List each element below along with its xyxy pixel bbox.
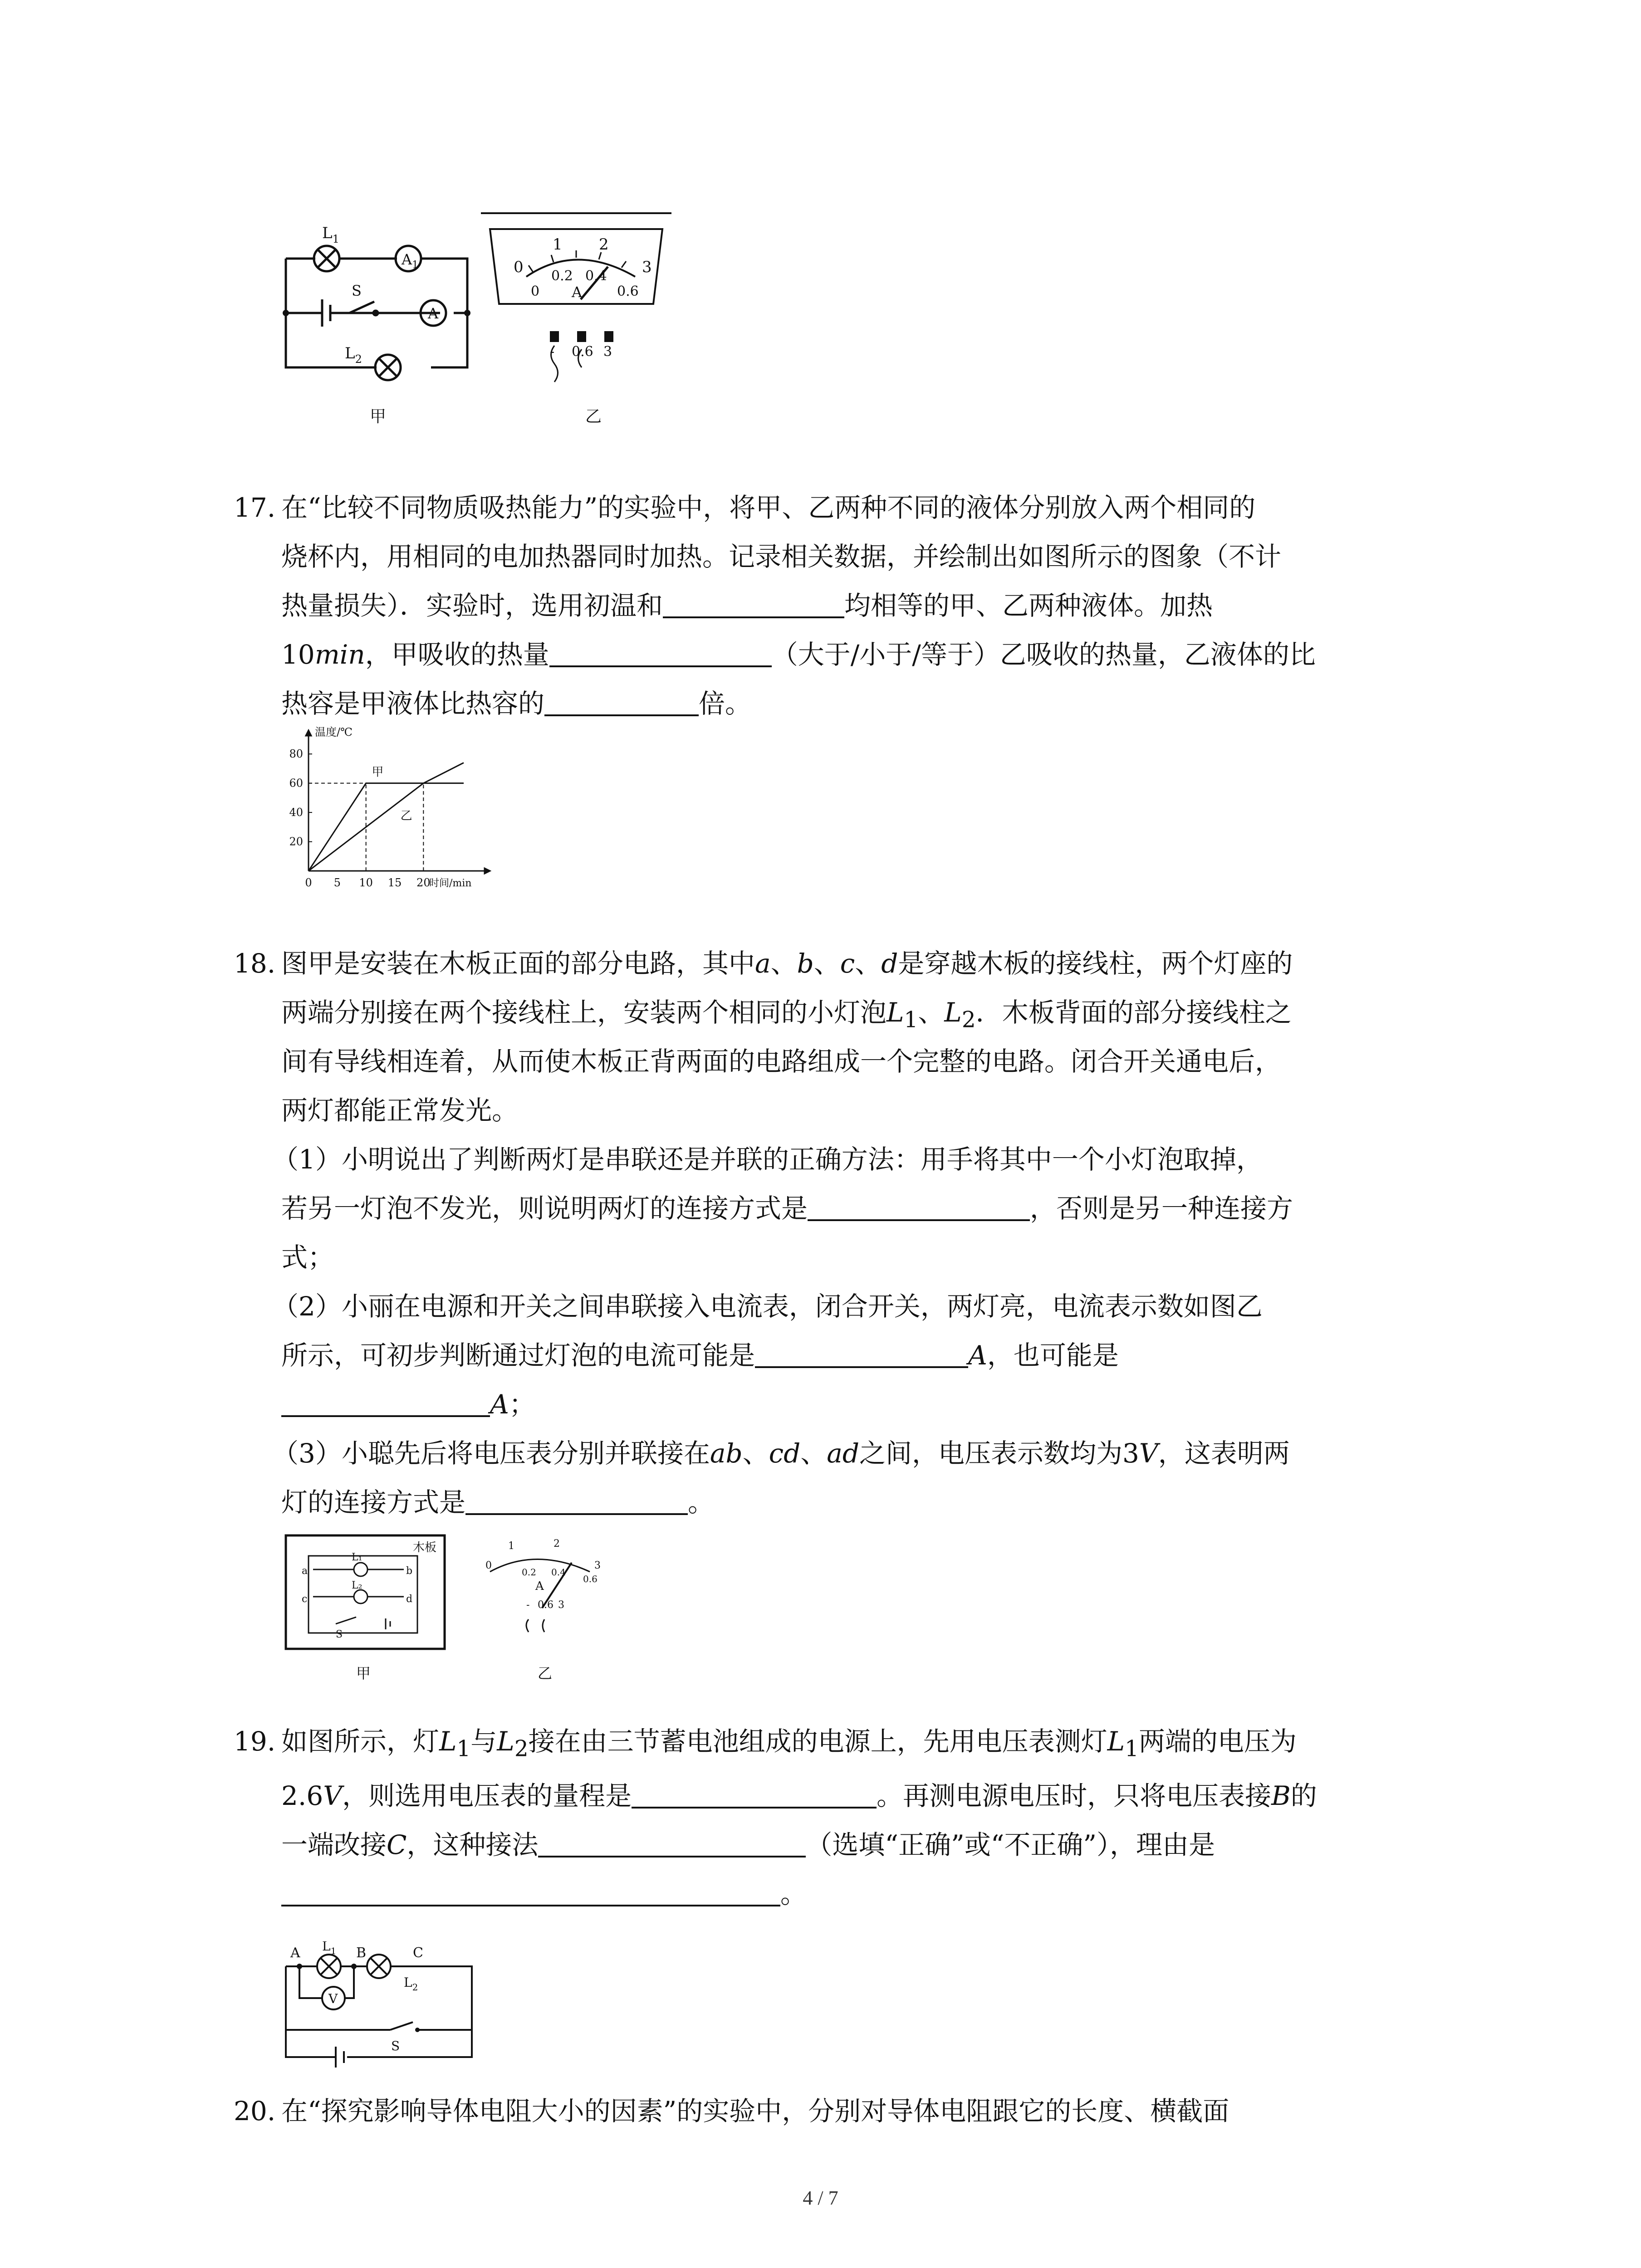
q17-line-5: 热容是甲液体比热容的 倍。: [281, 688, 752, 719]
caption-jia: 甲: [356, 1665, 371, 1682]
tick-1: 1: [508, 1540, 514, 1552]
meter-arc: [526, 260, 635, 277]
question-17: [236, 483, 1434, 733]
answer-blank[interactable]: [632, 1779, 877, 1809]
q18-sub-2: （2）小丽在电源和开关之间串联接入电流表，闭合开关，两灯亮，电流表示数如图乙: [272, 1291, 1263, 1322]
temperature-time-chart: [281, 726, 535, 898]
terminal-06: 0.6: [572, 344, 593, 360]
terminal-a: a: [302, 1565, 308, 1577]
tick-0: 0: [485, 1560, 492, 1571]
label-S: S: [352, 282, 362, 299]
q18-line-2: 两端分别接在两个接线柱上，安装两个相同的小灯泡$L_1$、$L_2$．木板背面的部分接线柱之: [281, 997, 1292, 1033]
label-A: A: [428, 305, 439, 322]
q17-line-1: 在“比较不同物质吸热能力”的实验中，将甲、乙两种不同的液体分别放入两个相同的: [281, 492, 1256, 523]
x-tick-label: 0: [305, 876, 312, 889]
q18-sub-3-line-2: 灯的连接方式是 。: [281, 1487, 715, 1518]
terminal-minus: -: [526, 1599, 530, 1611]
y-tick-label: 80: [289, 748, 303, 761]
switch-label: S: [391, 2038, 400, 2053]
q18-line-3: 间有导线相连着，从而使木板正背两面的电路组成一个完整的电路。闭合开关通电后，: [281, 1046, 1282, 1077]
q20-line-1: 在“探究影响导体电阻大小的因素”的实验中，分别对导体电阻跟它的长度、横截面: [281, 2096, 1230, 2126]
q18-sub-1-line-3: 式；: [281, 1242, 334, 1273]
series-line-yi: [309, 763, 464, 871]
q19-line-1: 如图所示，灯$L_1$与$L_2$接在由三节蓄电池组成的电源上，先用电压表测灯$L_1$两端的电压为: [281, 1726, 1297, 1762]
tick-04: 0.4: [551, 1567, 566, 1578]
board-label: 木板: [413, 1541, 437, 1554]
board-L1: L₁: [352, 1552, 362, 1563]
board-S: S: [336, 1629, 343, 1640]
answer-blank[interactable]: [755, 1339, 968, 1368]
q17-line-3: 热量损失）．实验时，选用初温和 均相等的甲、乙两种液体。加热: [281, 590, 1213, 621]
q17-line-2: 烧杯内，用相同的电加热器同时加热。记录相关数据，并绘制出如图所示的图象（不计: [281, 541, 1282, 572]
q18-line-4: 两灯都能正常发光。: [281, 1095, 519, 1126]
terminal-3: 3: [558, 1599, 564, 1611]
y-tick-label: 20: [289, 835, 303, 848]
q18-sub-3: （3）小聪先后将电压表分别并联接在ab、cd、ad之间，电压表示数均为3V，这表明两: [272, 1438, 1290, 1469]
terminal-06: 0.6: [538, 1599, 554, 1611]
caption-jia: 甲: [370, 407, 387, 426]
voltmeter-label: V: [328, 1991, 338, 2006]
x-axis-arrow: [485, 868, 490, 874]
point-A: A: [290, 1945, 300, 1961]
terminal-3: 3: [603, 344, 612, 360]
q19-line-2: 2.6V，则选用电压表的量程是 。再测电源电压时，只将电压表接B的: [281, 1780, 1317, 1811]
page-number: 4 / 7: [803, 2187, 838, 2209]
board-L2: L₂: [352, 1580, 362, 1591]
terminal-b: b: [406, 1565, 413, 1577]
tick-3: 3: [642, 258, 652, 276]
question-number: 18.: [234, 948, 276, 979]
question-18: [236, 939, 1434, 1520]
meter-unit: A: [535, 1579, 544, 1593]
label-A1: $A_1$: [402, 251, 419, 271]
tick-1: 1: [553, 235, 563, 254]
tick-06: 0.6: [583, 1574, 598, 1584]
q18-sub-1: （1）小明说出了判断两灯是串联还是并联的正确方法：用手将其中一个小灯泡取掉，: [272, 1144, 1263, 1175]
tick-2: 2: [554, 1538, 560, 1549]
q18-line-1: 图甲是安装在木板正面的部分电路，其中a、b、c、d是穿越木板的接线柱，两个灯座的: [281, 948, 1293, 979]
tick-2: 2: [599, 235, 609, 254]
tick-04: 0.4: [585, 268, 607, 284]
terminal-c: c: [302, 1593, 308, 1605]
question-19: [236, 1717, 1434, 1935]
x-tick-label: 5: [333, 876, 341, 889]
y-axis-arrow: [306, 730, 311, 736]
terminal-minus: -: [550, 344, 555, 360]
series-label-jia: 甲: [372, 765, 384, 779]
label-L1: $L_1$: [322, 224, 339, 245]
answer-blank[interactable]: [281, 1388, 490, 1417]
q19-line-4: 。: [281, 1869, 807, 1918]
answer-blank[interactable]: [663, 589, 844, 618]
caption-yi: 乙: [538, 1665, 553, 1682]
y-tick-label: 60: [289, 777, 303, 790]
q18-sub-2-line-2: 所示，可初步判断通过灯泡的电流可能是 A，也可能是: [281, 1340, 1119, 1371]
tick-02: 0.2: [551, 268, 573, 284]
caption-yi: 乙: [585, 407, 602, 426]
label-L2: $L_2$: [345, 344, 362, 366]
q18-sub-1-line-2: 若另一灯泡不发光，则说明两灯的连接方式是 ，否则是另一种连接方: [281, 1193, 1293, 1224]
series-line-jia: [309, 783, 464, 871]
point-C: C: [413, 1945, 423, 1961]
label-L2: $L_2$: [404, 1975, 418, 1993]
series-label-yi: 乙: [400, 809, 412, 823]
answer-blank[interactable]: [281, 1877, 780, 1906]
tick-bot-0: 0: [531, 284, 540, 299]
x-tick-label: 15: [387, 876, 402, 889]
q19-line-3: 一端改接C，这种接法 （选填“正确”或“不正确”），理由是: [281, 1829, 1215, 1860]
terminal-d: d: [406, 1593, 413, 1605]
question-number: 17.: [234, 492, 276, 523]
answer-blank[interactable]: [465, 1486, 688, 1515]
q18-sub-2-line-3: A；: [281, 1380, 535, 1429]
x-tick-label: 20: [416, 876, 431, 889]
figure-16: [272, 200, 703, 435]
x-axis-label: 时间/min: [429, 878, 472, 889]
tick-3: 3: [594, 1560, 601, 1571]
meter-unit: A: [572, 284, 583, 301]
tick-02: 0.2: [522, 1567, 536, 1578]
answer-blank[interactable]: [549, 638, 772, 667]
x-tick-label: 10: [359, 876, 373, 889]
point-B: B: [356, 1945, 367, 1961]
question-number: 20.: [234, 2096, 276, 2126]
question-number: 19.: [234, 1726, 276, 1757]
meter-arc: [490, 1559, 590, 1572]
answer-blank[interactable]: [538, 1828, 806, 1857]
figure-19: [272, 1941, 490, 2073]
answer-blank[interactable]: [808, 1192, 1030, 1221]
figure-18: [281, 1529, 653, 1692]
q17-line-4: 10min，甲吸收的热量 （大于/小于/等于）乙吸收的热量，乙液体的比: [281, 639, 1316, 670]
answer-blank[interactable]: [544, 687, 699, 716]
question-20: [236, 2087, 1434, 2141]
y-axis-label: 温度/℃: [315, 726, 353, 738]
label-L1: $L_1$: [322, 1941, 337, 1956]
y-tick-label: 40: [289, 806, 303, 819]
tick-top-0: 0: [514, 258, 524, 276]
tick-06: 0.6: [617, 284, 639, 299]
